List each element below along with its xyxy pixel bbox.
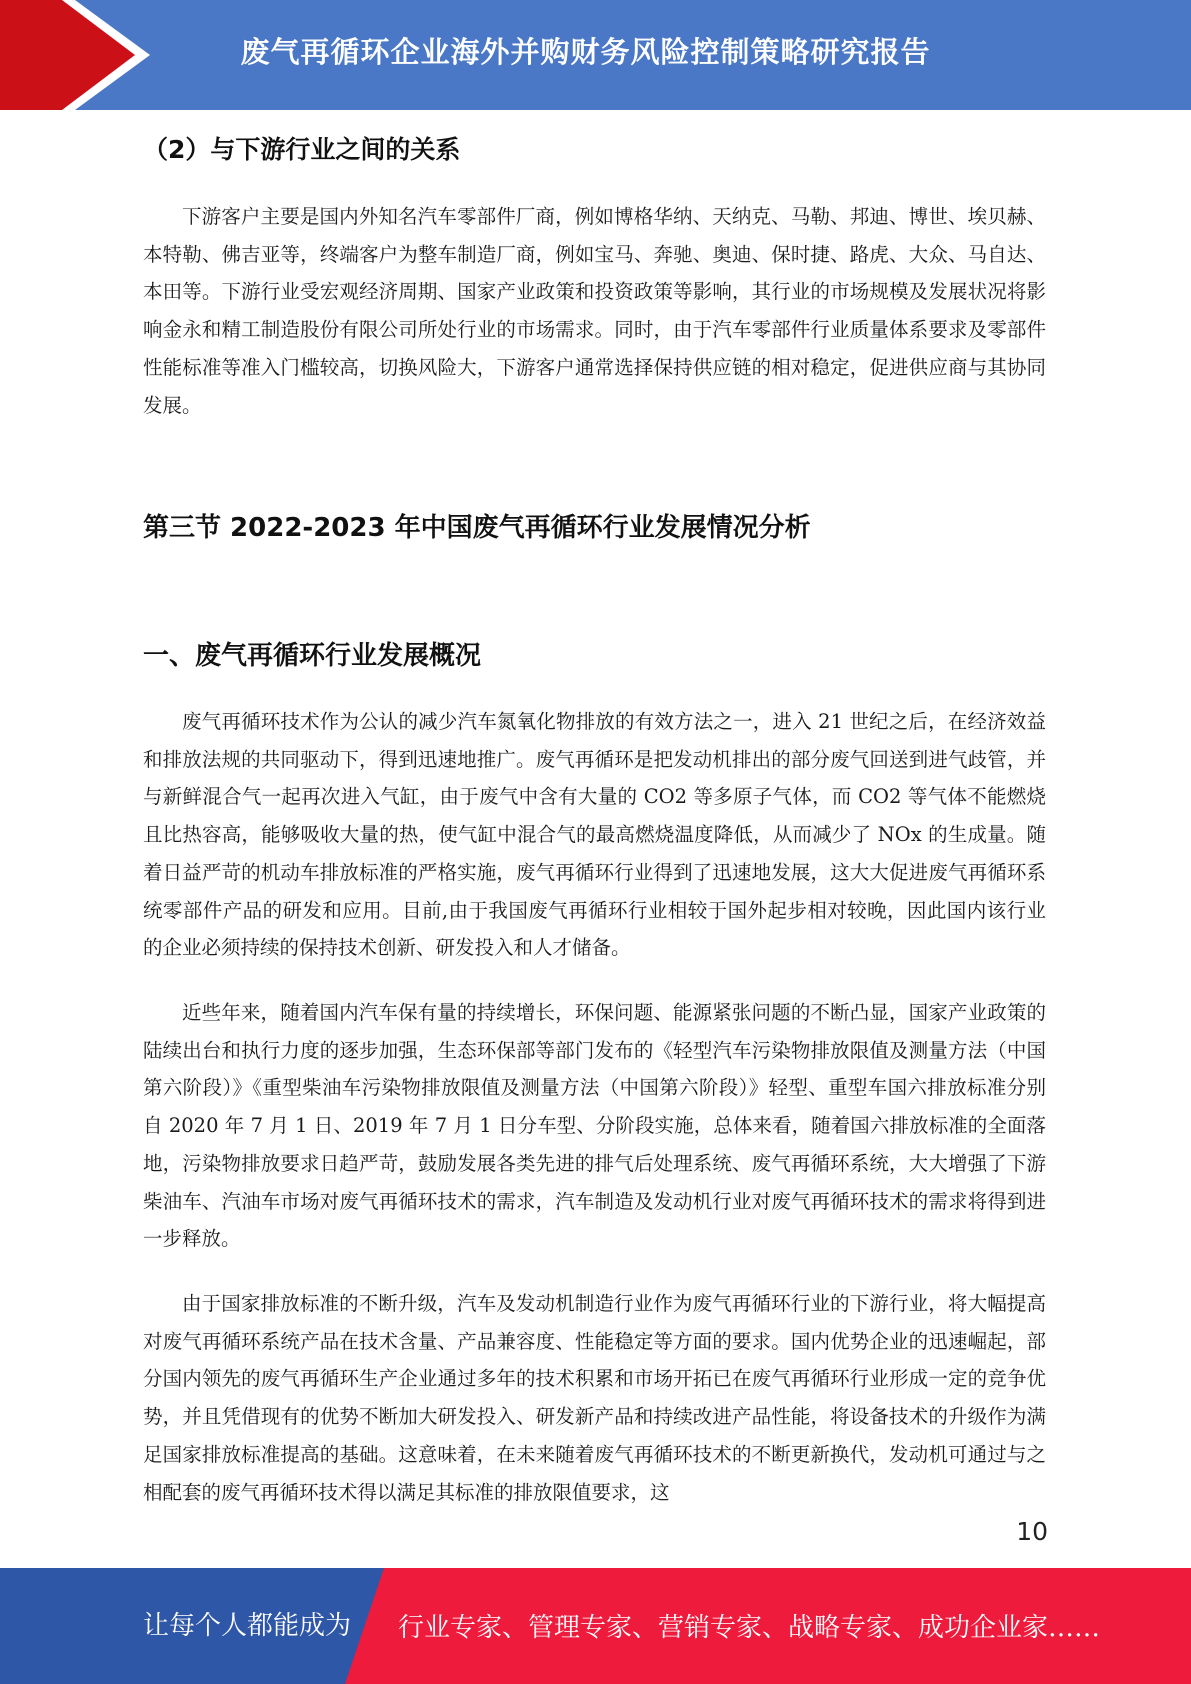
paragraph-overview: 废气再循环技术作为公认的减少汽车氮氧化物排放的有效方法之一，进入 21 世纪之后，在经济效益和排放法规的共同驱动下，得到迅速地推广。废气再循环是把发动机排出的部分废气回送到进气歧管，并与新鲜混合气一起再次进入气缸，由于废气中含有大量的 CO2 等多原子气体，而 CO2 等气体不能燃烧且比热容高，能够吸收大量的热，使气缸中混合气的最高燃烧温度降低，从而减少了 NOx 的生成量。随着日益严苛的机动车排放标准的严格实施，废气再循环行业得到了迅速地发展，这大大促进废气再循环系统零部件产品的研发和应用。目前,由于我国废气再循环行业相较于国外起步相对较晚，因此国内该行业的企业必须持续的保持技术创新、研发投入和人才储备。 [143,710,1046,960]
footer-slogan-right: 行业专家、管理专家、营销专家、战略专家、成功企业家…… [398,1613,1101,1643]
paragraph-policy: 近些年来，随着国内汽车保有量的持续增长，环保问题、能源紧张问题的不断凸显，国家产业政策的陆续出台和执行力度的逐步加强，生态环保部等部门发布的《轻型汽车污染物排放限值及测量方法（中国第六阶段）》《重型柴油车污染物排放限值及测量方法（中国第六阶段）》轻型、重型车国六排放标准分别自 2020 年 7 月 1 日、2019 年 7 月 1 日分车型、分阶段实施，总体来看，随着国六排放标准的全面落地，污染物排放要求日趋严苛，鼓励发展各类先进的排气后处理系统、废气再循环系统，大大增强了下游柴油车、汽油车市场对废气再循环技术的需求，汽车制造及发动机行业对废气再循环技术的需求将得到进一步释放。 [143,1001,1046,1251]
paragraph-outlook: 由于国家排放标准的不断升级，汽车及发动机制造行业作为废气再循环行业的下游行业，将大幅提高对废气再循环系统产品在技术含量、产品兼容度、性能稳定等方面的要求。国内优势企业的迅速崛起，部分国内领先的废气再循环生产企业通过多年的技术积累和市场开拓已在废气再循环行业形成一定的竞争优势，并且凭借现有的优势不断加大研发投入、研发新产品和持续改进产品性能，将设备技术的升级作为满足国家排放标准提高的基础。这意味着，在未来随着废气再循环技术的不断更新换代，发动机可通过与之相配套的废气再循环技术得以满足其标准的排放限值要求，这 [143,1292,1046,1504]
footer-slogan-left: 让每个人都能成为 [143,1611,352,1641]
report-title: 废气再循环企业海外并购财务风险控制策略研究报告 [240,35,931,69]
page-header [0,0,1191,110]
page-number: 10 [1016,1517,1048,1546]
paragraph-downstream: 下游客户主要是国内外知名汽车零部件厂商，例如博格华纳、天纳克、马勒、邦迪、博世、埃贝赫、本特勒、佛吉亚等，终端客户为整车制造厂商，例如宝马、奔驰、奥迪、保时捷、路虎、大众、马自达、本田等。下游行业受宏观经济周期、国家产业政策和投资政策等影响，其行业的市场规模及发展状况将影响金永和精工制造股份有限公司所处行业的市场需求。同时，由于汽车零部件行业质量体系要求及零部件性能标准等准入门槛较高，切换风险大，下游客户通常选择保持供应链的相对稳定，促进供应商与其协同发展。 [143,205,1046,417]
section-heading: 第三节 2022-2023 年中国废气再循环行业发展情况分析 [143,513,811,543]
sub-heading: （2）与下游行业之间的关系 [143,135,461,164]
page-footer [0,1568,1191,1684]
heading-overview: 一、废气再循环行业发展概况 [143,641,482,671]
